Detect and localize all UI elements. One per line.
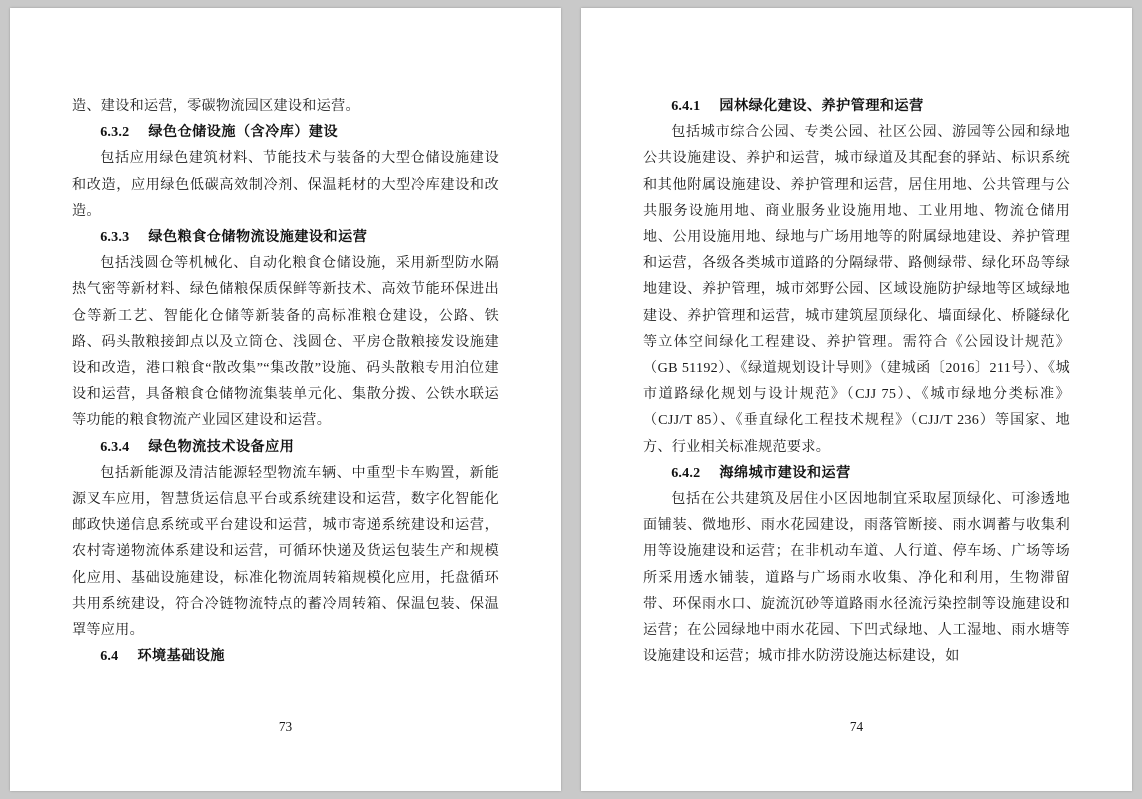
paragraph: 包括新能源及清洁能源轻型物流车辆、中重型卡车购置，新能源叉车应用，智慧货运信息平台或系统建设和运营，数字化智能化邮政快递信息系统或平台建设和运营，城市寄递系统建设和运营，农村寄递物流体系建设和运营，可循环快递及货运包装生产和规模化应用、基础设施建设，标准化物流周转箱规模化应用，托盘循环共用系统建设，符合冷链物流特点的蓄冷周转箱、保温包装、保温罩等应用。 bbox=[72, 464, 499, 639]
paragraph: 包括应用绿色建筑材料、节能技术与装备的大型仓储设施建设和改造，应用绿色低碳高效制冷剂、保温耗材的大型冷库建设和改造。 bbox=[72, 150, 499, 219]
paragraph: 包括城市综合公园、专类公园、社区公园、游园等公园和绿地公共设施建设、养护和运营，城市绿道及其配套的驿站、标识系统和其他附属设施建设、养护管理和运营，居住用地、公共管理与公共服务设施用地、商业服务业设施用地、工业用地、物流仓储用地、公用设施用地、绿地与广场用地等的附属绿地建设、养护管理和运营，各级各类城市道路的分隔绿带、路侧绿带、绿化环岛等绿地建设、养护管理，城市郊野公园、区域设施防护绿地等区域绿地建设、养护管理和运营，城市建筑屋顶绿化、墙面绿化、桥隧绿化等立体空间绿化工程建设、养护管理。需符合《公园设计规范》（GB 51192）、《绿道规划设计导则》（建城函〔2016〕211号）、《城市道路绿化规划与设计规范》（CJJ 75）、《城市绿地分类标准》（CJJ/T 85）、《垂直绿化工程技术规程》（CJJ/T 236）等国家、地方、行业相关标准规范要求。 bbox=[643, 124, 1070, 455]
paragraph: 包括在公共建筑及居住小区因地制宜采取屋顶绿化、可渗透地面铺装、微地形、雨水花园建设，雨落管断接、雨水调蓄与收集利用等设施建设和运营；在非机动车道、人行道、停车场、广场等场所采用透水铺装，道路与广场雨水收集、净化和利用，生物滞留带、环保雨水口、旋流沉砂等道路雨水径流污染控制等设施建设和运营；在公园绿地中雨水花园、下凹式绿地、人工湿地、雨水塘等设施建设和运营；城市排水防涝设施达标建设，如 bbox=[643, 491, 1070, 665]
section-number: 6.3.4 bbox=[100, 438, 130, 455]
section-number: 6.4.2 bbox=[671, 464, 701, 481]
section-heading bbox=[643, 93, 1070, 119]
section-number: 6.3.3 bbox=[100, 229, 130, 246]
paragraph: 包括浅圆仓等机械化、自动化粮食仓储设施，采用新型防水隔热气密等新材料、绿色储粮保质保鲜等新技术、高效节能环保进出仓等新工艺、智能化仓储等新装备的高标准粮仓建设，公路、铁路、码头散粮接卸点以及立筒仓、浅圆仓、平房仓散粮接发设施建设和改造，港口粮食“散改集”“集改散”设施、码头散粮专用泊位建设和运营，具备粮食仓储物流集装单元化、集散分拨、公铁水联运等功能的粮食物流产业园区建设和运营。 bbox=[72, 255, 499, 429]
document-page-left bbox=[10, 8, 561, 791]
page-number: 73 bbox=[278, 719, 293, 734]
page-left-content bbox=[10, 8, 561, 791]
section-number: 6.4 bbox=[100, 648, 119, 665]
section-heading bbox=[72, 119, 499, 145]
section-title: 环境基础设施 bbox=[137, 648, 225, 665]
document-page-right bbox=[581, 8, 1132, 791]
section-heading bbox=[643, 460, 1070, 486]
page-number: 74 bbox=[849, 719, 864, 734]
section-number: 6.3.2 bbox=[100, 124, 130, 141]
section-heading bbox=[72, 224, 499, 250]
section-title: 园林绿化建设、养护管理和运营 bbox=[719, 98, 924, 114]
section-title: 绿色仓储设施（含冷库）建设 bbox=[148, 124, 339, 141]
section-heading bbox=[72, 643, 499, 669]
section-heading bbox=[72, 434, 499, 460]
section-title: 海绵城市建设和运营 bbox=[719, 464, 851, 481]
page-right-content bbox=[581, 8, 1132, 791]
section-title: 绿色粮食仓储物流设施建设和运营 bbox=[148, 229, 368, 246]
section-title: 绿色物流技术设备应用 bbox=[148, 438, 295, 455]
paragraph: 造、建设和运营，零碳物流园区建设和运营。 bbox=[72, 98, 360, 114]
section-number: 6.4.1 bbox=[671, 98, 701, 114]
